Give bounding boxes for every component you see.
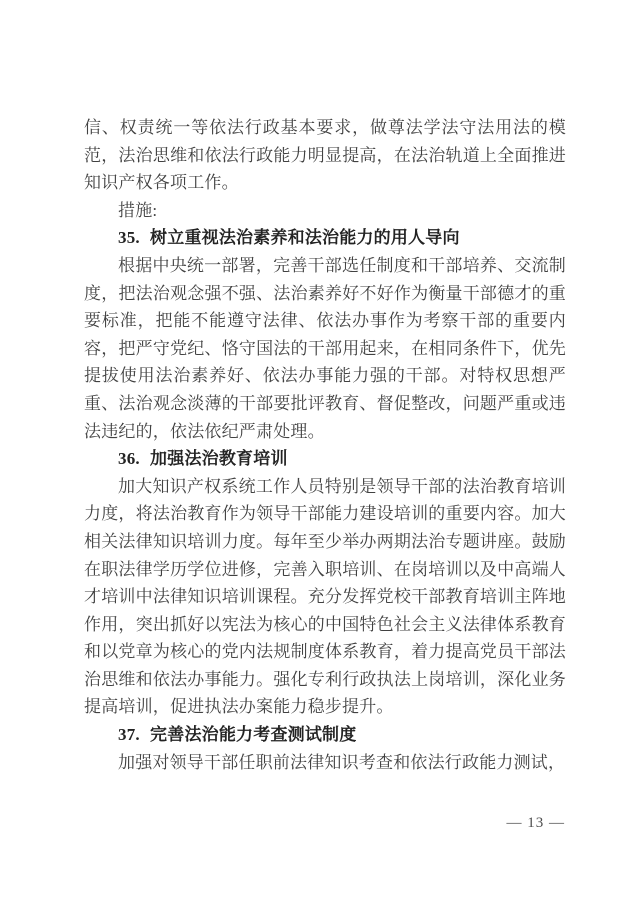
section-title: 加强法治教育培训 (150, 449, 288, 469)
page-footer (507, 813, 566, 833)
section-title: 树立重视法治素养和法治能力的用人导向 (150, 228, 460, 248)
section-body-37: 加强对领导干部任职前法律知识考查和依法行政能力测试， (118, 752, 566, 772)
measures-label: 措施: (118, 200, 158, 220)
section-body-35: 根据中央统一部署，完善干部选任制度和干部培养、交流制度，把法治观念强不强、法治素养好不好作为衡量干部德才的重要标准，把能不能遵守法律、依法办事作为考察干部的重要内容，把严守党纪、恪守国法的干部用起来，在相同条件下，优先提拔使用法治素养好、依法办事能力强的干部。对特权思想严重、法治观念淡薄的干部要批评教育、督促整改，问题严重或违法违纪的，依法依纪严肃处理。 (84, 255, 566, 441)
section-body-36: 加大知识产权系统工作人员特别是领导干部的法治教育培训力度，将法治教育作为领导干部能力建设培训的重要内容。加大相关法律知识培训力度。每年至少举办两期法治专题讲座。鼓励在职法律学历学位进修，完善入职培训、在岗培训以及中高端人才培训中法律知识培训课程。充分发挥党校干部教育培训主阵地作用，突出抓好以宪法为核心的中国特色社会主义法律体系教育和以党章为核心的党内法规制度体系教育，着力提高党员干部法治思维和依法办事能力。强化专利行政执法上岗培训，深化业务提高培训，促进执法办案能力稳步提升。 (84, 476, 566, 717)
section-number: 37. (118, 725, 140, 745)
section-heading-36 (84, 445, 566, 473)
page-number: — 13 — (506, 815, 565, 831)
text-block (84, 114, 566, 776)
section-heading-37 (84, 721, 566, 749)
paragraph-intro-continuation: 信、权责统一等依法行政基本要求，做尊法学法守法用法的模范，法治思维和依法行政能力明显提高，在法治轨道上全面推进知识产权各项工作。 (84, 118, 566, 193)
section-title: 完善法治能力考查测试制度 (150, 725, 357, 745)
section-number: 35. (118, 228, 140, 248)
section-heading-35 (84, 224, 566, 252)
section-number: 36. (118, 449, 140, 469)
